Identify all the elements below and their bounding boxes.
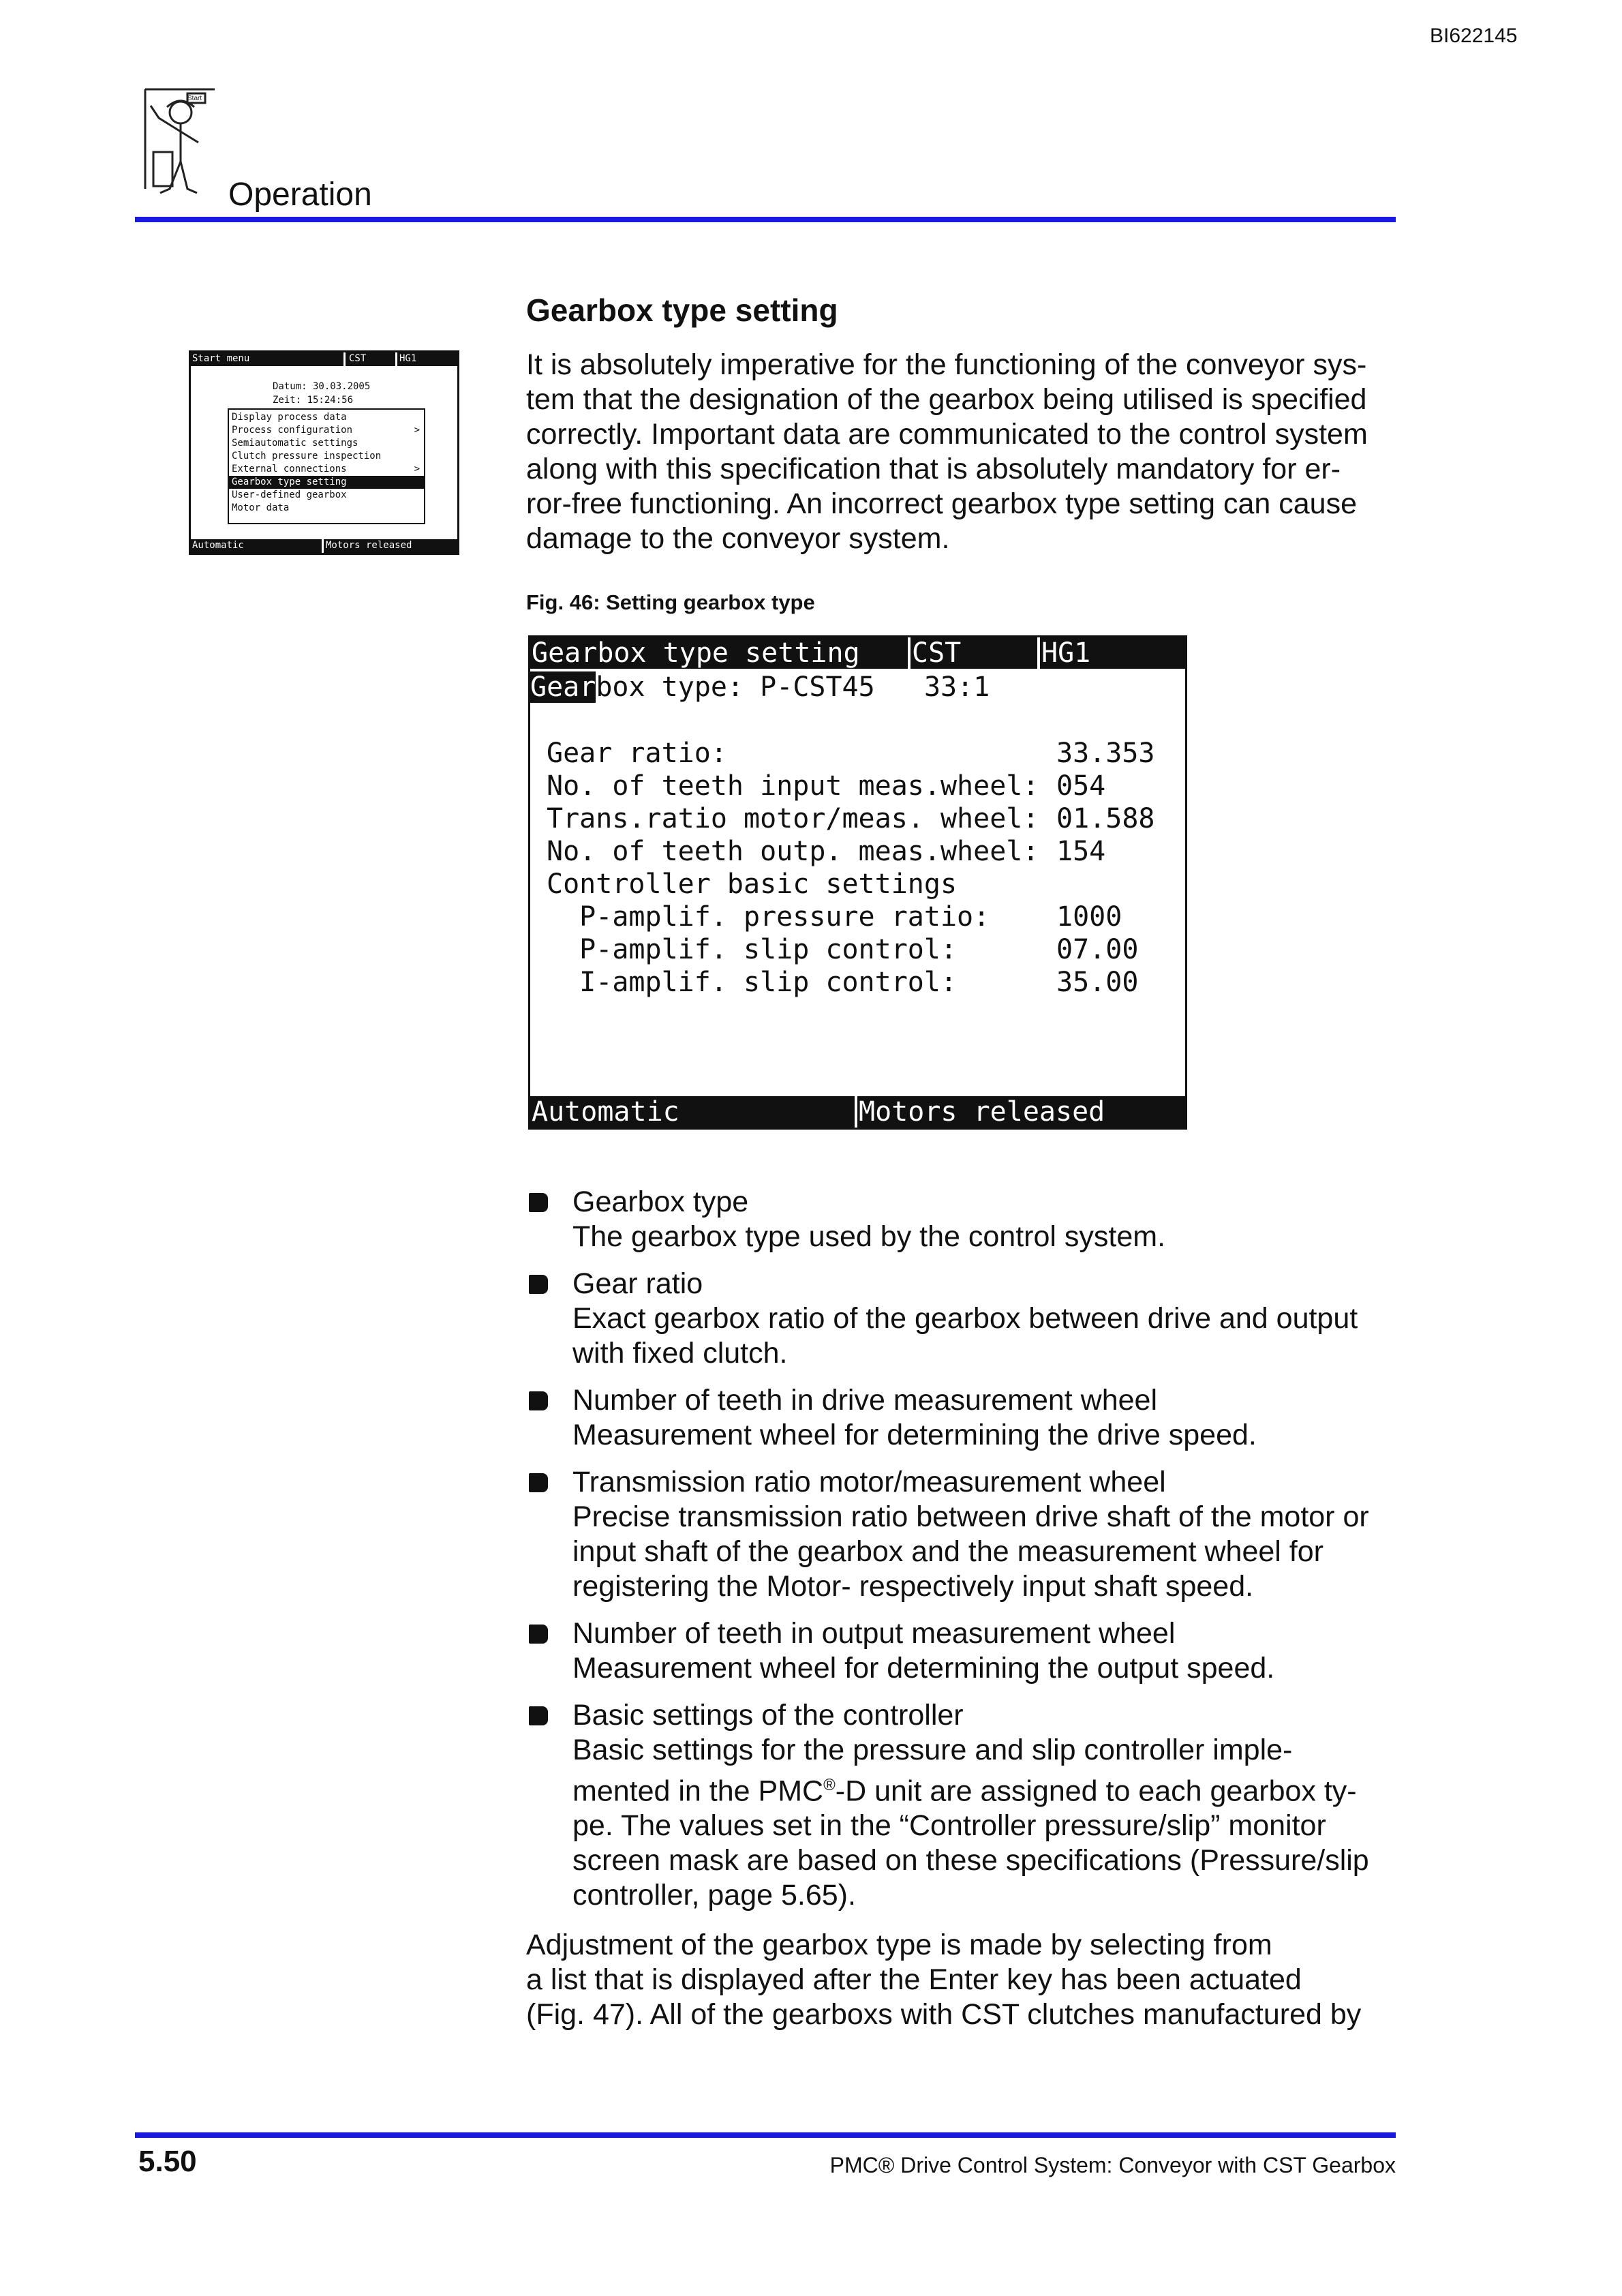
screen-tag-cst: CST bbox=[912, 637, 962, 669]
thumb-date: Datum: 30.03.2005 Zeit: 15:24:56 bbox=[273, 381, 371, 406]
figure-caption: Fig. 46: Setting gearbox type bbox=[526, 590, 815, 614]
closing-paragraph: Adjustment of the gearbox type is made by selecting from a list that is displayed after the Enter key has been actuated (Fig. 47). All of the gearboxs with CST clutches manufactured by bbox=[526, 1929, 1362, 2031]
cursor-highlight: Gear bbox=[530, 671, 596, 703]
thumb-menu-item: Display process data bbox=[232, 412, 347, 423]
thumb-status-bar bbox=[191, 539, 457, 553]
operator-logo-icon bbox=[140, 87, 221, 202]
list-item: Basic settings of the controller Basic settings for the pressure and slip controller imple- mented in the PMC®-D unit are assigned to each gearbox ty- pe. The values set in the “Controller pressure/slip” monitor screen mask are based on these specifications (Pressure/slip controller, page 5.65). bbox=[526, 1698, 1412, 1913]
footer-rule bbox=[135, 2132, 1396, 2138]
thumb-tag-cst: CST bbox=[349, 353, 367, 364]
parameter-descriptions bbox=[526, 1185, 1412, 1925]
bullet-icon bbox=[529, 1706, 548, 1725]
param-label: No. of teeth input meas.wheel: bbox=[547, 770, 1039, 802]
gearbox-setting-screen bbox=[528, 635, 1187, 1130]
thumb-menu bbox=[228, 408, 425, 524]
list-item: Gear ratio Exact gearbox ratio of the gearbox between drive and output with fixed clutch. bbox=[526, 1267, 1412, 1371]
start-menu-thumbnail bbox=[189, 350, 459, 555]
param-value: 07.00 bbox=[1056, 934, 1139, 965]
list-item: Transmission ratio motor/measurement wheel Precise transmission ratio between drive shaft of the motor or input shaft of the gearbox and the measurement wheel for registering the Motor- respectively input shaft speed. bbox=[526, 1465, 1412, 1604]
param-value: 33.353 bbox=[1056, 738, 1155, 769]
thumb-status-right: Motors released bbox=[326, 540, 412, 551]
screen-status-right: Motors released bbox=[859, 1096, 1105, 1128]
item-title: Transmission ratio motor/measurement wheel bbox=[572, 1466, 1166, 1498]
page-number: 5.50 bbox=[138, 2145, 197, 2178]
thumb-title: Start menu bbox=[192, 353, 250, 364]
screen-status-bar bbox=[530, 1096, 1185, 1128]
param-value: 35.00 bbox=[1056, 967, 1139, 998]
thumb-menu-item: Clutch pressure inspection bbox=[232, 451, 382, 462]
bullet-icon bbox=[529, 1391, 548, 1410]
gearbox-type-line: Gearbox type: P-CST45 33:1 bbox=[530, 671, 990, 703]
param-label: Trans.ratio motor/meas. wheel: bbox=[547, 803, 1039, 834]
screen-title-bar bbox=[530, 637, 1185, 669]
document-id: BI622145 bbox=[1430, 25, 1518, 47]
screen-tag-hg1: HG1 bbox=[1041, 637, 1091, 669]
bullet-icon bbox=[529, 1275, 548, 1294]
item-title: Number of teeth in output measurement wheel bbox=[572, 1617, 1176, 1650]
intro-paragraph: It is absolutely imperative for the functioning of the conveyor sys- tem that the designation of the gearbox being utilised is specified correctly. Important data are communicated to the control system along with this specification that is absolutely mandatory for er- ror-free functioning. An incorrect gearbox type setting can cause damage to the conveyor system. bbox=[526, 348, 1368, 555]
item-title: Number of teeth in drive measurement wheel bbox=[572, 1384, 1158, 1417]
section-title: Operation bbox=[228, 177, 372, 213]
param-label: P-amplif. pressure ratio: bbox=[547, 901, 990, 933]
thumb-menu-item: Process configuration > bbox=[232, 425, 420, 436]
footer-text: PMC® Drive Control System: Conveyor with CST Gearbox bbox=[829, 2153, 1396, 2177]
list-item: Gearbox type The gearbox type used by the control system. bbox=[526, 1185, 1412, 1254]
param-label: Controller basic settings bbox=[547, 868, 958, 900]
list-item: Number of teeth in output measurement wheel Measurement wheel for determining the output speed. bbox=[526, 1616, 1412, 1686]
thumb-menu-item: Semiautomatic settings bbox=[232, 438, 358, 449]
thumb-tag-hg1: HG1 bbox=[399, 353, 417, 364]
thumb-menu-item-selected: Gearbox type setting bbox=[229, 476, 424, 489]
param-value: 154 bbox=[1056, 836, 1106, 867]
param-value: 054 bbox=[1056, 770, 1106, 802]
thumb-title-bar bbox=[191, 352, 457, 366]
item-title: Basic settings of the controller bbox=[572, 1699, 964, 1732]
thumb-menu-item: User-defined gearbox bbox=[232, 489, 347, 500]
param-label: P-amplif. slip control: bbox=[547, 934, 958, 965]
thumb-menu-item: External connections > bbox=[232, 464, 420, 474]
param-value: 1000 bbox=[1056, 901, 1122, 933]
bullet-icon bbox=[529, 1625, 548, 1644]
screen-status-left: Automatic bbox=[532, 1096, 679, 1128]
param-label: Gear ratio: bbox=[547, 738, 727, 769]
param-value: 01.588 bbox=[1056, 803, 1155, 834]
screen-title: Gearbox type setting bbox=[532, 637, 860, 669]
thumb-menu-item: Motor data bbox=[232, 502, 290, 513]
bullet-icon bbox=[529, 1473, 548, 1492]
param-label: No. of teeth outp. meas.wheel: bbox=[547, 836, 1039, 867]
param-label: I-amplif. slip control: bbox=[547, 967, 958, 998]
item-title: Gear ratio bbox=[572, 1267, 703, 1300]
page-heading: Gearbox type setting bbox=[526, 292, 838, 328]
item-title: Gearbox type bbox=[572, 1185, 749, 1218]
logo-text: Start bbox=[187, 95, 202, 102]
list-item: Number of teeth in drive measurement wheel Measurement wheel for determining the drive speed. bbox=[526, 1383, 1412, 1453]
bullet-icon bbox=[529, 1193, 548, 1212]
header-rule bbox=[135, 217, 1396, 222]
thumb-status-left: Automatic bbox=[192, 540, 244, 551]
